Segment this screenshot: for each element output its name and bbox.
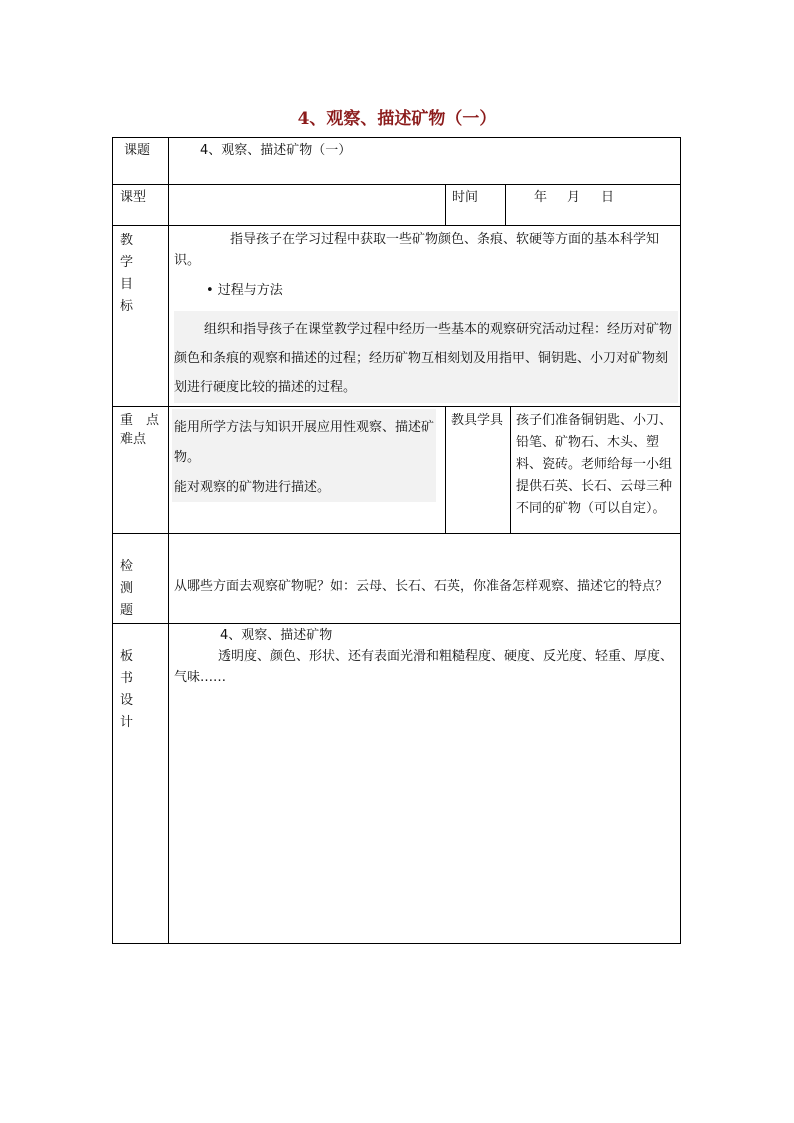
time-day: 日 <box>601 190 615 205</box>
topic-value: 4、观察、描述矿物（一） <box>200 143 352 158</box>
key-points-text2: 能对观察的矿物进行描述。 <box>174 480 331 495</box>
key-points-label-line1: 重 点 <box>120 413 160 428</box>
topic-label: 课题 <box>124 143 151 158</box>
test-question: 从哪些方面去观察矿物呢？如：云母、长石、石英，你准备怎样观察、描述它的特点？ <box>174 579 669 594</box>
goals-process: 组织和指导孩子在课堂教学过程中经历一些基本的观察研究活动过程：经历对矿物颜色和条痕的观察和描述的过程；经历矿物互相刻划及用指甲、铜钥匙、小刀对矿物刻划进行硬度比较的描述的过程。 <box>174 322 673 395</box>
time-year: 年 <box>534 190 548 205</box>
board-content: 透明度、颜色、形状、还有表面光滑和粗糙程度、硬度、反光度、轻重、厚度、气味…… <box>174 649 674 685</box>
materials-text: 孩子们准备铜钥匙、小刀、铅笔、矿物石、木头、塑料、瓷砖。老师给每一小组提供石英、长石、云母三种不同的矿物（可以自定）。 <box>516 413 673 516</box>
board-heading: 4、观察、描述矿物 <box>220 628 333 643</box>
time-month: 月 <box>567 190 581 205</box>
key-points-text1: 能用所学方法与知识开展应用性观察、描述矿物。 <box>174 420 435 465</box>
key-points-label-line2: 难点 <box>120 432 147 447</box>
board-label: 板 书 设 计 <box>120 649 134 730</box>
time-label: 时间 <box>452 190 479 205</box>
type-label: 课型 <box>120 190 147 205</box>
test-label: 检 测 题 <box>120 559 134 618</box>
materials-label: 教具学具 <box>451 413 504 428</box>
goals-label: 教 学 目 标 <box>120 233 134 314</box>
goals-process-heading: • 过程与方法 <box>206 283 283 298</box>
page-title: 4、观察、描述矿物（一） <box>297 109 497 129</box>
goals-knowledge: 指导孩子在学习过程中获取一些矿物颜色、条痕、软硬等方面的基本科学知识。 <box>174 232 660 268</box>
